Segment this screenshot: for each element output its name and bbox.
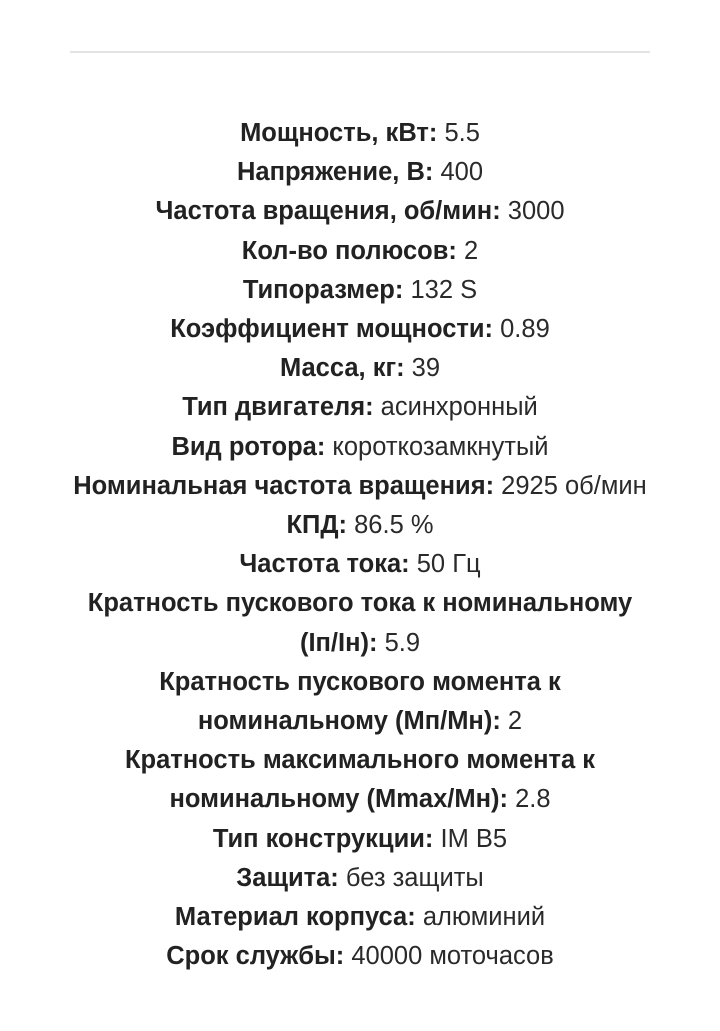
spec-row-rotation-speed bbox=[70, 192, 650, 231]
spec-row-power bbox=[70, 114, 650, 153]
spec-value: 2 bbox=[507, 707, 523, 736]
spec-row-power-factor bbox=[70, 310, 650, 349]
spec-value: алюминий bbox=[422, 903, 546, 932]
spec-row-rotor-type bbox=[70, 428, 650, 467]
spec-row-poles bbox=[70, 232, 650, 271]
spec-value: 3000 bbox=[507, 197, 565, 226]
spec-value: короткозамкнутый bbox=[332, 432, 549, 461]
spec-row-housing-material bbox=[70, 898, 650, 937]
spec-label: Номинальная частота вращения: bbox=[73, 471, 495, 500]
spec-value: без защиты bbox=[345, 863, 484, 892]
spec-row-motor-type bbox=[70, 388, 650, 427]
spec-row-service-life bbox=[70, 937, 650, 976]
spec-value: 2925 об/мин bbox=[501, 471, 647, 500]
spec-label: Напряжение, В: bbox=[236, 158, 434, 187]
spec-label: Материал корпуса: bbox=[174, 903, 416, 932]
spec-value: 40000 моточасов bbox=[351, 942, 554, 971]
spec-row-frequency bbox=[70, 545, 650, 584]
spec-row-protection bbox=[70, 859, 650, 898]
top-divider bbox=[70, 51, 650, 53]
spec-label: КПД: bbox=[286, 511, 348, 540]
spec-label: Частота тока: bbox=[239, 550, 410, 579]
spec-row-frame-size bbox=[70, 271, 650, 310]
spec-value: 39 bbox=[411, 354, 441, 383]
spec-row-max-torque-ratio bbox=[70, 741, 650, 819]
spec-value: 50 Гц bbox=[416, 550, 481, 579]
spec-value: 132 S bbox=[410, 275, 478, 304]
spec-value: 2.8 bbox=[515, 785, 551, 814]
spec-label: Тип двигателя: bbox=[182, 393, 374, 422]
spec-list bbox=[70, 114, 650, 976]
spec-label: Тип конструкции: bbox=[212, 824, 434, 853]
spec-label: Кол-во полюсов: bbox=[241, 236, 457, 265]
spec-label: Масса, кг: bbox=[279, 354, 405, 383]
spec-row-starting-current-ratio bbox=[70, 584, 650, 662]
spec-label: Защита: bbox=[236, 863, 339, 892]
spec-value: 0.89 bbox=[500, 315, 550, 344]
spec-value: 5.5 bbox=[444, 119, 480, 147]
spec-value: 400 bbox=[440, 158, 484, 187]
spec-row-nominal-speed bbox=[70, 467, 650, 506]
spec-label: Коэффициент мощности: bbox=[170, 315, 494, 344]
spec-row-mounting-type bbox=[70, 820, 650, 859]
spec-value: 86.5 % bbox=[354, 511, 434, 540]
spec-label: Срок службы: bbox=[166, 942, 345, 971]
spec-row-voltage bbox=[70, 153, 650, 192]
spec-row-mass bbox=[70, 349, 650, 388]
spec-value: 5.9 bbox=[384, 628, 421, 657]
spec-label: Кратность пускового момента к номинальному (Мп/Мн): bbox=[159, 667, 561, 736]
spec-value: 2 bbox=[464, 236, 479, 265]
spec-value: IM B5 bbox=[440, 824, 508, 853]
spec-label: Кратность максимального момента к номинальному (Mmax/Мн): bbox=[124, 746, 596, 814]
spec-row-starting-torque-ratio bbox=[70, 663, 650, 741]
spec-value: асинхронный bbox=[380, 393, 538, 422]
spec-label: Кратность пускового тока к номинальному (Iп/Iн): bbox=[87, 589, 633, 657]
spec-label: Частота вращения, об/мин: bbox=[155, 197, 501, 226]
spec-row-efficiency bbox=[70, 506, 650, 545]
spec-label: Типоразмер: bbox=[242, 275, 404, 304]
spec-label: Мощность, кВт: bbox=[240, 119, 438, 147]
spec-label: Вид ротора: bbox=[171, 432, 326, 461]
